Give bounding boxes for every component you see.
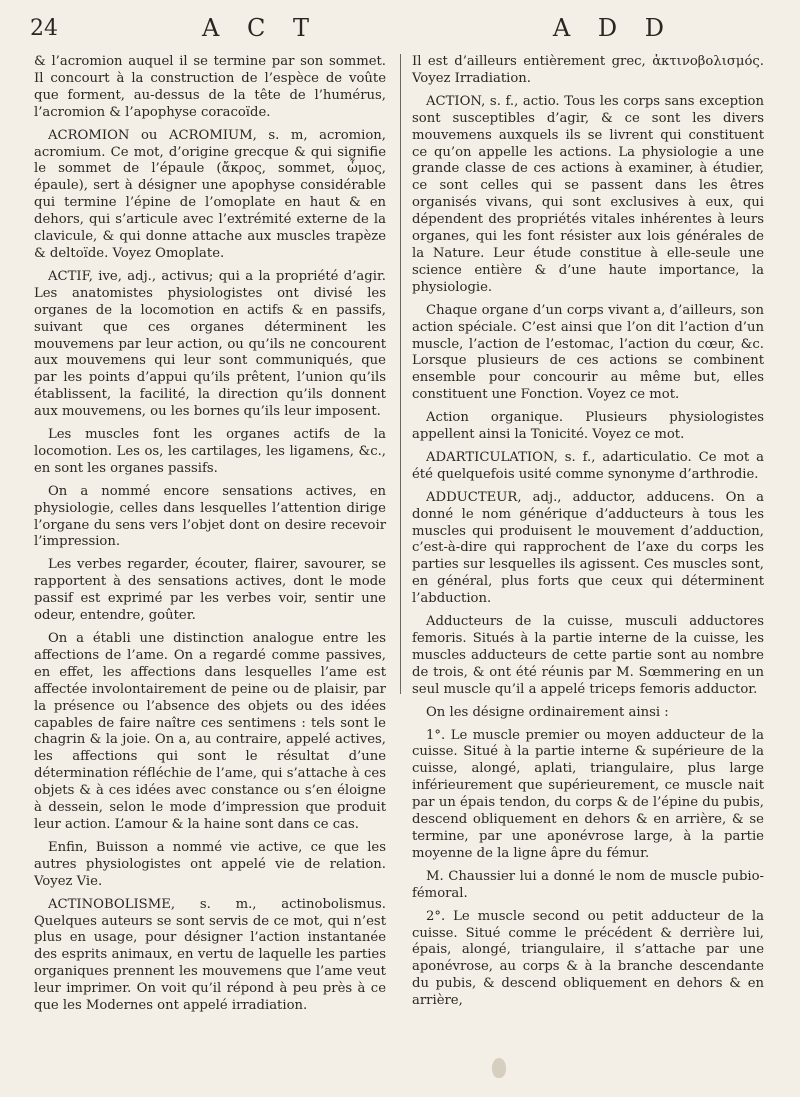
entry-acromion: ACROMION ou ACROMIUM, s. m, acromion, acromium. Ce mot, d’origine grecque & qui signifie le sommet de l’épaule (ἄκρος, sommet, ὦμος, épaule), sert à désigner une apophyse considérable qui termine l’épine de l’omoplate en haut & en dehors, qui s’articule avec l’extrémité externe de la clavicule, & qui donne attache aux muscles trapèze & deltoïde. Voyez Omoplate. (34, 127, 386, 261)
column-divider (400, 54, 401, 694)
page-number: 24 (30, 16, 58, 41)
paragraph: Enfin, Buisson a nommé vie active, ce que les autres physiologistes ont appelé vie de relation. Voyez Vie. (34, 839, 386, 889)
right-column (412, 54, 764, 1016)
paragraph: Les muscles font les organes actifs de la locomotion. Les os, les cartilages, les ligamens, &c., en sont les organes passifs. (34, 427, 386, 476)
entry-adducteur: ADDUCTEUR, adj., adductor, adducens. On a donné le nom générique d’adducteurs à tous les muscles qui produisent le mouvement d’adduction, c’est-à-dire qui rapprochent de l’axe du corps les parties sur lesquelles ils agissent. Ces muscles sont, en général, plus forts que ceux qui déterminent l’abduction. (412, 489, 764, 607)
entry-adarticulation: ADARTICULATION, s. f., adarticulatio. Ce mot a été quelquefois usité comme synonyme d’arthrodie. (412, 449, 764, 482)
entry-actinobolisme: ACTINOBOLISME, s. m., actinobolismus. Quelques auteurs se sont servis de ce mot, qui n’est plus en usage, pour désigner l’action instantanée des esprits animaux, en vertu de laquelle les parties organiques prennent les mouvemens que l’ame veut leur imprimer. On voit qu’il répond à peu près à ce que les Modernes ont appelé irradiation. (34, 896, 386, 1014)
left-column (34, 54, 386, 1021)
paragraph: 1°. Le muscle premier ou moyen adducteur de la cuisse. Situé à la partie interne & supérieure de la cuisse, alongé, aplati, triangulaire, plus large inférieurement que supérieurement, ce muscle nait par un épais tendon, du corps & de l’épine du pubis, descend obliquement en dehors & en arrière, & se termine, par une aponévrose large, à la partie moyenne de la ligne âpre du fémur. (412, 727, 764, 861)
header-left-word: A C T (202, 14, 319, 42)
paragraph: Les verbes regarder, écouter, flairer, savourer, se rapportent à des sensations actives, dont le mode passif est exprimé par les verbes voir, sentir une odeur, entendre, goûter. (34, 557, 386, 624)
paragraph: 2°. Le muscle second ou petit adducteur de la cuisse. Situé comme le précédent & derrière lui, épais, alongé, triangulaire, il s’attache par une aponévrose, au corps & à la branche descendante du pubis, & descend obliquement en dehors & en arrière, (412, 908, 764, 1009)
entry-adducteurs-cuisse: Adducteurs de la cuisse, musculi adductores femoris. Situés à la partie interne de la cuisse, les muscles adducteurs de cette partie sont au nombre de trois, & ont été réunis par M. Sœmmering en un seul muscle qu’il a appelé triceps femoris adductor. (412, 614, 764, 697)
paragraph: & l’acromion auquel il se termine par son sommet. Il concourt à la construction de l’espèce de voûte que forment, au-dessus de la tête de l’humérus, l’acromion & l’apophyse coracoïde. (34, 54, 386, 120)
ink-blot (492, 1058, 506, 1078)
entry-action-organique: Action organique. Plusieurs physiologistes appellent ainsi la Tonicité. Voyez ce mot. (412, 410, 764, 443)
running-header (30, 14, 766, 44)
header-right-word: A D D (552, 14, 674, 42)
entry-action: ACTION, s. f., actio. Tous les corps sans exception sont susceptibles d’agir, & ce sont les divers mouvemens auxquels ils se livrent qui constituent ce qu’on appelle les actions. La physiologie a une grande classe de ces actions à examiner, à étudier, ce sont celles qui se passent dans les êtres organisés vivans, qui sont exclusives à eux, qui dépendent des propriétés vitales inhérentes à leurs organes, qui les font résister aux lois générales de la Nature. Leur étude constitue à elle-seule une science entière & d’une haute importance, la physiologie. (412, 93, 764, 295)
entry-actif: ACTIF, ive, adj., activus; qui a la propriété d’agir. Les anatomistes physiologistes ont divisé les organes de la locomotion en actifs & en passifs, suivant que ces organes déterminent les mouvemens par leur action, ou qu’ils ne concourent aux mouvemens qui leur sont communiqués, que par les points d’appui qu’ils prêtent, l’union qu’ils établissent, la facilité, la direction qu’ils donnent aux mouvemens, ou les bornes qu’ils leur imposent. (34, 268, 386, 420)
paragraph: On a nommé encore sensations actives, en physiologie, celles dans lesquelles l’attention dirige l’organe du sens vers l’objet dont on desire recevoir l’impression. (34, 483, 386, 550)
paragraph: Chaque organe d’un corps vivant a, d’ailleurs, son action spéciale. C’est ainsi que l’on dit l’action d’un muscle, l’action de l’estomac, l’action du cœur, &c. Lorsque plusieurs de ces actions se combinent ensemble pour concourir au même but, elles constituent une Fonction. Voyez ce mot. (412, 302, 764, 403)
paragraph: M. Chaussier lui a donné le nom de muscle pubio-fémoral. (412, 868, 764, 901)
paragraph: Il est d’ailleurs entièrement grec, ἀκτινοβολισμός. Voyez Irradiation. (412, 54, 764, 86)
paragraph: On les désigne ordinairement ainsi : (426, 704, 669, 720)
paragraph: On a établi une distinction analogue entre les affections de l’ame. On a regardé comme passives, en effet, les affections dans lesquelles l’ame est affectée involontairement de peine ou de plaisir, par la présence ou l’absence des objets ou des idées capables de faire naître ces sentimens : tels sont le chagrin & la joie. On a, au contraire, appelé actives, les affections qui sont le résultat d’une détermination réfléchie de l’ame, qui s’attache à ces objets & à ces idées avec constance ou s’en éloigne à dessein, selon le mode d’impression que produit leur action. L’amour & la haine sont dans ce cas. (34, 631, 386, 832)
